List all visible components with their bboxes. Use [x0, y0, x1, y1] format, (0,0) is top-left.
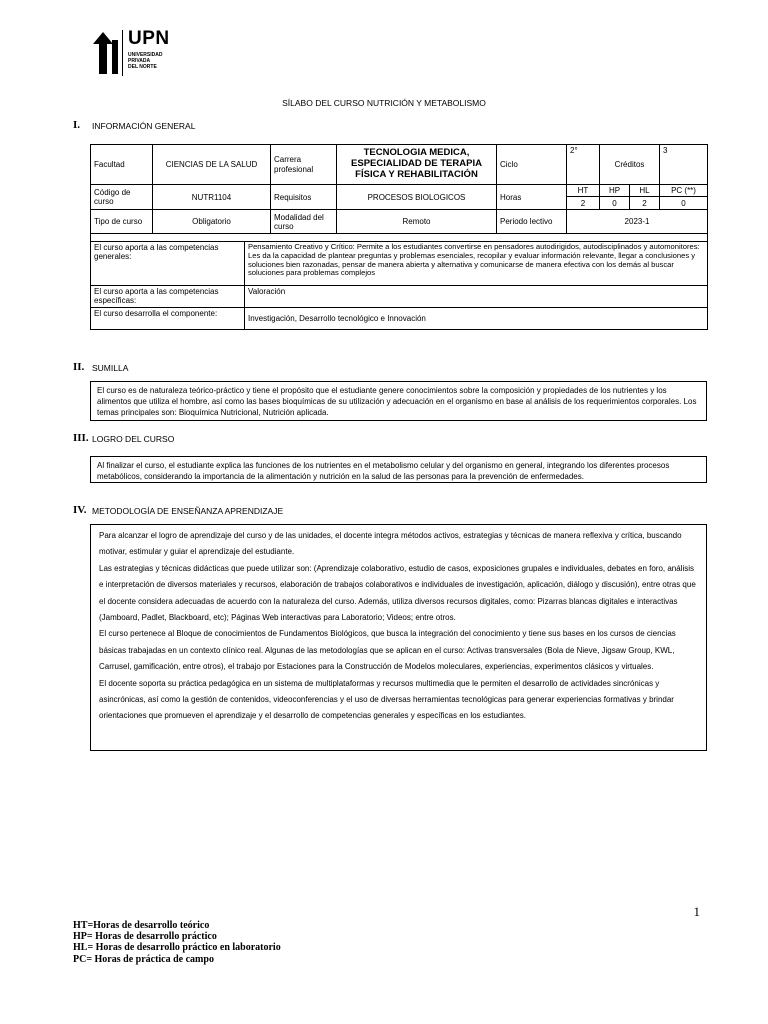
general-info-table: [90, 144, 708, 330]
periodo-value: 2023-1: [567, 210, 708, 234]
logo-sub-1: UNIVERSIDAD: [128, 52, 163, 58]
tipo-label: Tipo de curso: [91, 210, 153, 234]
comp-gen-value: Pensamiento Creativo y Crítico: Permite a los estudiantes convertirse en pensadores autodirigidos, autodisciplinados y automonitores: Les da la capacidad de plantear preguntas y problemas esenciales, recopilar y evaluar información relevante, llegar a conclusiones y soluciones bien razonadas, pensar de manera abierta y alternativa y comunicarse de manera efectiva con los demás al buscar soluciones para problemas complejos: [245, 242, 708, 286]
ciclo-value: 2°: [567, 145, 600, 185]
page-number: 1: [693, 904, 700, 919]
upn-logo: [93, 30, 173, 76]
pc-label: PC (**): [660, 185, 708, 197]
hl-value: 2: [630, 197, 660, 210]
section-3-number: III.: [73, 432, 89, 444]
periodo-label: Periodo lectivo: [497, 210, 567, 234]
modalidad-label: Modalidad del curso: [271, 210, 337, 234]
metodologia-p1: Para alcanzar el logro de aprendizaje del curso y de las unidades, el docente integra métodos activos, estrategias y técnicas de manera reflexiva y crítica, buscando motivar, estimular y guiar el aprendizaje del estudiante.: [99, 531, 682, 557]
hl-label: HL: [630, 185, 660, 197]
logo-name: UPN: [128, 28, 170, 49]
facultad-value: CIENCIAS DE LA SALUD: [153, 145, 271, 185]
logro-box: [90, 456, 707, 483]
logro-text: Al finalizar el curso, el estudiante explica las funciones de los nutrientes en el metabolismo celular y del organismo en general, integrando los diferentes procesos metabólicos, considerando la importancia de la alimentación y nutrición en la salud de las personas para la prevención de enfermedades.: [97, 461, 670, 482]
section-1-label: INFORMACIÓN GENERAL: [92, 121, 196, 131]
section-2-number: II.: [73, 361, 85, 373]
logo-sub-2: PRIVADA: [128, 58, 151, 64]
section-4-number: IV.: [73, 504, 87, 516]
creditos-value: 3: [660, 145, 708, 185]
legend-hl: HL= Horas de desarrollo práctico en laboratorio: [73, 942, 281, 954]
metodologia-p2: Las estrategias y técnicas didácticas que puede utilizar son: (Aprendizaje colaborativo, estudio de casos, exposiciones grupales e individuales, debates en foro, análisis e interpretación de diversos materiales y recursos, elaboración de trabajos colaborativos e individuales de investigación, aplicación, diálogo y discusión), entre otras que el docente considera adecuadas de acuerdo con la naturaleza del curso. Además, utiliza diversos recursos digitales, como: Pizarras blancas digitales e interactivas (Jamboard, Padlet, Blackboard, etc); Páginas Web interactivas para Laboratorio; Videos; entre otros.: [99, 563, 696, 622]
carrera-value: TECNOLOGIA MEDICA, ESPECIALIDAD DE TERAPIA FÍSICA Y REHABILITACIÓN: [337, 145, 497, 185]
modalidad-value: Remoto: [337, 210, 497, 234]
section-4-label: METODOLOGÍA DE ENSEÑANZA APRENDIZAJE: [92, 506, 284, 516]
section-2-label: SUMILLA: [92, 363, 129, 373]
hours-legend: [73, 920, 281, 965]
metodologia-box: [90, 524, 707, 751]
legend-hp: HP= Horas de desarrollo práctico: [73, 931, 217, 943]
ciclo-label: Ciclo: [497, 145, 567, 185]
codigo-label: Código de curso: [91, 185, 153, 210]
comp-esp-value: Valoración: [245, 286, 708, 308]
ht-value: 2: [567, 197, 600, 210]
ht-label: HT: [567, 185, 600, 197]
facultad-label: Facultad: [91, 145, 153, 185]
metodologia-p3: El curso pertenece al Bloque de conocimientos de Fundamentos Biológicos, que busca la integración del conocimiento y tiene sus bases en los cursos de ciencias básicas trabajadas en un contexto clínico real. Algunas de las metodologías que se aplican en el curso: Activas transversales (Bola de Nieve, Jigsaw Group, KWL, Carrusel, gamificación, entre otros), el trabajo por Estaciones para la Construcción de Modelos moleculares, experiencias, experimentos clásicos y virtuales.: [99, 629, 676, 672]
document-title: SÍLABO DEL CURSO NUTRICIÓN Y METABOLISMO: [282, 98, 486, 108]
componente-value: Investigación, Desarrollo tecnológico e Innovación: [245, 308, 708, 330]
sumilla-box: [90, 381, 707, 421]
horas-label: Horas: [497, 185, 567, 210]
spacer-row: [91, 234, 708, 242]
hp-value: 0: [600, 197, 630, 210]
sumilla-text: El curso es de naturaleza teórico-práctico y tiene el propósito que el estudiante genere conocimientos sobre la composición y propiedades de los nutrientes y los alimentos que utiliza el hombre, así como las bases bioquímicas de su utilización y adecuación en el organismo en base al análisis de los requerimientos corporales. Los temas principales son: Bioquímica Nutricional, Nutrición aplicada.: [97, 386, 697, 418]
tipo-value: Obligatorio: [153, 210, 271, 234]
requisitos-value: PROCESOS BIOLOGICOS: [337, 185, 497, 210]
carrera-label: Carrera profesional: [271, 145, 337, 185]
section-1-number: I.: [73, 119, 81, 131]
metodologia-p4: El docente soporta su práctica pedagógica en un sistema de multiplataformas y recursos multimedia que le permiten el desarrollo de actividades sincrónicas y asincrónicas, así como la gestión de contenidos, videoconferencias y el uso de diversas herramientas tecnológicas para generar experiencias formativas y brindar orientaciones que promueven el aprendizaje y el desarrollo de competencias generales y específicas en los estudiantes.: [99, 678, 674, 721]
creditos-label: Créditos: [600, 145, 660, 185]
pc-value: 0: [660, 197, 708, 210]
logo-subtitle: [128, 52, 162, 70]
legend-pc: PC= Horas de práctica de campo: [73, 953, 214, 965]
legend-ht: HT=Horas de desarrollo teórico: [73, 920, 210, 931]
comp-gen-label: El curso aporta a las competencias generales:: [91, 242, 245, 286]
codigo-value: NUTR1104: [153, 185, 271, 210]
section-3-label: LOGRO DEL CURSO: [92, 434, 175, 444]
requisitos-label: Requisitos: [271, 185, 337, 210]
comp-esp-label: El curso aporta a las competencias específicas:: [91, 286, 245, 308]
hp-label: HP: [600, 185, 630, 197]
componente-label: El curso desarrolla el componente:: [91, 308, 245, 330]
logo-sub-3: DEL NORTE: [128, 64, 157, 70]
